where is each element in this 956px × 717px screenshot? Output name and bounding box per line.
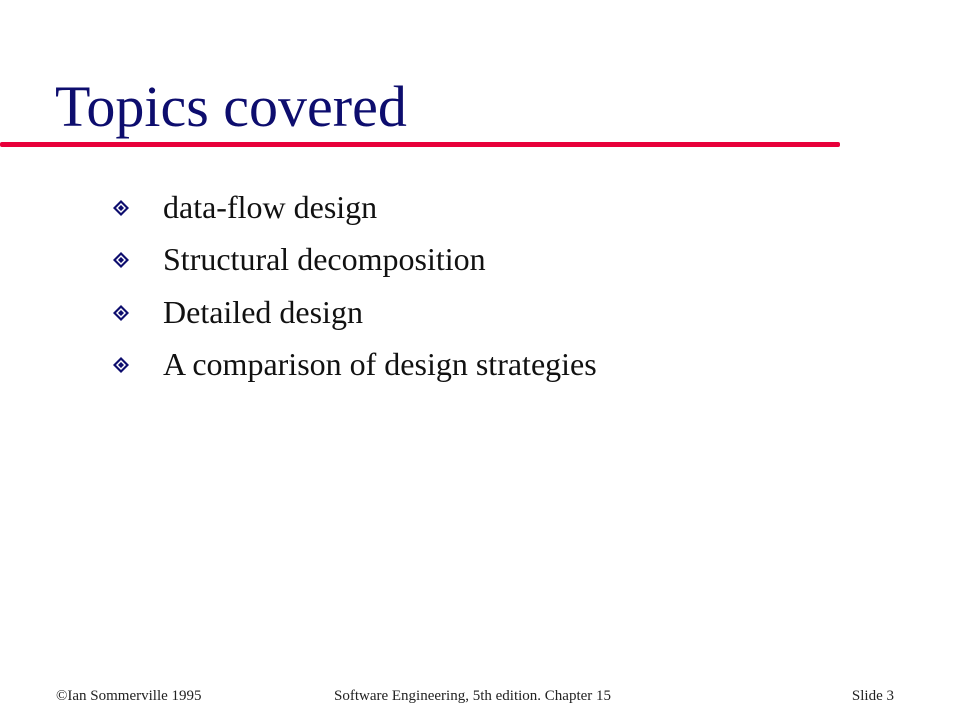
slide-title: Topics covered bbox=[55, 74, 407, 139]
bullet-text: Detailed design bbox=[163, 294, 363, 330]
footer-slide-number: Slide 3 bbox=[851, 688, 894, 704]
bullet-text: A comparison of design strategies bbox=[163, 346, 597, 382]
bullet-text: Structural decomposition bbox=[163, 241, 486, 277]
footer-book-info: Software Engineering, 5th edition. Chapter 15 bbox=[334, 688, 612, 704]
diamond-bullet-icon bbox=[113, 305, 129, 321]
bullet-text: data-flow design bbox=[163, 189, 378, 225]
diamond-bullet-icon bbox=[113, 357, 129, 373]
diamond-bullet-icon bbox=[113, 252, 129, 268]
title-underline bbox=[0, 142, 840, 147]
diamond-bullet-icon bbox=[113, 200, 129, 216]
footer-copyright: ©Ian Sommerville 1995 bbox=[56, 688, 202, 704]
